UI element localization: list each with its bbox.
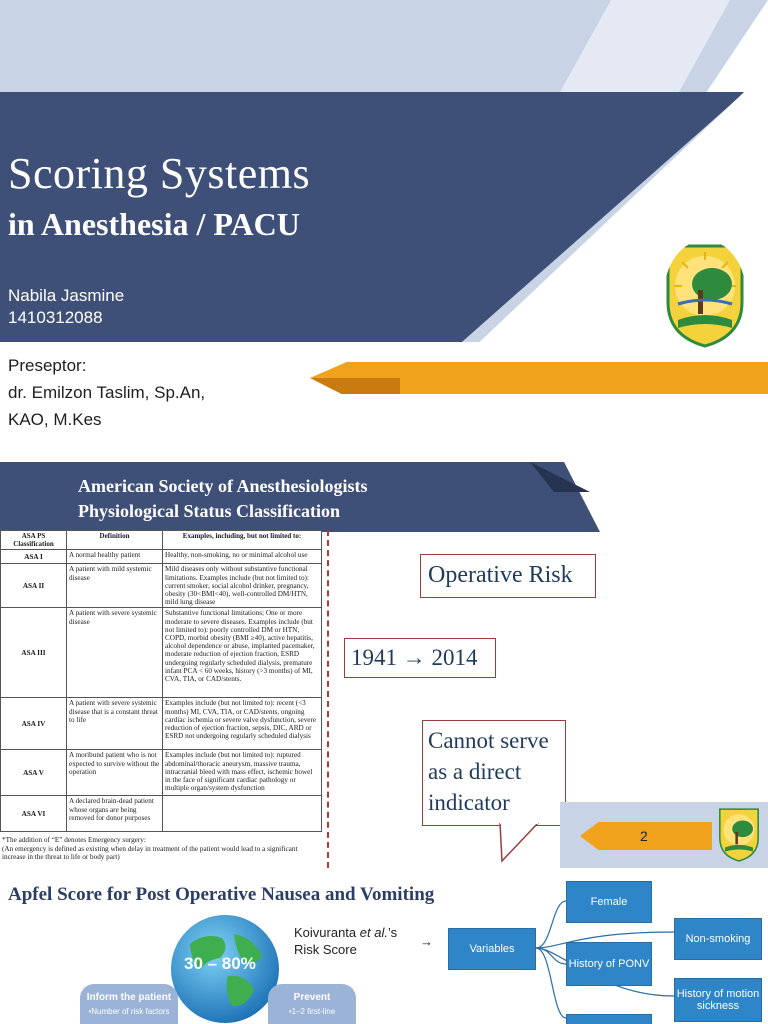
page-number: 2 <box>640 828 648 844</box>
preseptor-title: KAO, M.Kes <box>8 410 102 429</box>
title-slide <box>0 0 768 462</box>
diagram-connectors <box>0 868 768 1024</box>
callout-tail-icon <box>498 823 542 863</box>
asa-classification-table <box>0 530 322 832</box>
koivuranta-etal: et al. <box>359 925 388 940</box>
prevent-title: Prevent <box>293 992 331 1003</box>
slide-title: Scoring Systems <box>8 149 311 198</box>
asa-class-cell: ASA II <box>1 564 67 608</box>
examples-cell: Mild diseases only without substantive functional limitations. Examples include (but not limited to): current smoker, social alcohol drinker, pregnancy, obesity (30<BMI<40), well-controlled DM/HTN, mild lung disease <box>163 564 322 608</box>
examples-cell: Examples include (but not limited to): recent (<3 months) MI, CVA, TIA, or CAD/stents, ongoing cardiac ischemia or severe valve dysfunction, severe reduction of ejection fraction, sepsis, DIC, ARD or ESRD not undergoing regularly scheduled dialysis <box>163 698 322 750</box>
table-row <box>1 796 322 832</box>
apfel-slide-title: Apfel Score for Post Operative Nausea and Vomiting <box>8 884 435 905</box>
slide-subtitle: in Anesthesia / PACU <box>8 206 300 242</box>
university-logo-icon <box>664 240 746 348</box>
apfel-slide <box>0 868 768 1024</box>
table-row <box>1 750 322 796</box>
asa-slide-title <box>78 474 367 524</box>
preseptor-label: Preseptor: <box>8 356 87 375</box>
author-block <box>8 285 124 329</box>
risk-score-label: Risk Score <box>294 942 357 957</box>
definition-cell: A patient with severe systemic disease <box>67 608 163 698</box>
years-box: 1941 → 2014 <box>344 638 496 678</box>
indicator-callout: Cannot serve as a direct indicator <box>422 720 566 826</box>
asa-class-cell: ASA III <box>1 608 67 698</box>
column-header: ASA PS Classification <box>1 531 67 550</box>
inform-title: Inform the patient <box>86 992 172 1003</box>
asa-title-line2: Physiological Status Classification <box>78 501 341 521</box>
footnote-line: (An emergency is defined as existing when delay in treatment of the patient would lead to a significant increase in the threat to life or body part) <box>2 844 298 862</box>
inform-subtext: •Number of risk factors <box>88 1007 170 1016</box>
dashed-divider <box>327 530 329 868</box>
asa-slide <box>0 462 768 868</box>
prevent-subtext: •1–2 first-line <box>288 1007 336 1016</box>
author-name: Nabila Jasmine <box>8 286 125 305</box>
percentage-label: 30 – 80% <box>184 954 256 973</box>
table-header-row <box>1 531 322 550</box>
definition-cell: A normal healthy patient <box>67 550 163 564</box>
definition-cell: A patient with severe systemic disease that is a constant threat to life <box>67 698 163 750</box>
examples-cell <box>163 796 322 832</box>
examples-cell: Examples include (but not limited to): ruptured abdominal/thoracic aneurysm, massive trauma, intracranial bleed with mass effect, ischemic bowel in the face of significant cardiac pathology or multiple organ/system dysfunction <box>163 750 322 796</box>
university-logo-icon <box>716 806 762 862</box>
asa-class-cell: ASA IV <box>1 698 67 750</box>
author-id: 1410312088 <box>8 308 103 327</box>
definition-cell: A declared brain-dead patient whose organs are being removed for donor purposes <box>67 796 163 832</box>
female-node: Female <box>566 881 652 923</box>
koivuranta-name: Koivuranta <box>294 925 360 940</box>
asa-footnote <box>0 836 322 862</box>
asa-table-container <box>0 530 322 868</box>
examples-cell: Substantive functional limitations; One or more moderate to severe diseases. Examples include (but not limited to): poorly controlled DM or HTN, COPD, morbid obesity (BMI ≥40), active hepatitis, alcohol dependence or abuse, implanted pacemaker, moderate reduction of ejection fraction, ESRD undergoing regularly scheduled dialysis, premature infant PCA < 60 weeks, history (>3 months) of MI, CVA, TIA, or CAD/stents. <box>163 608 322 698</box>
examples-cell: Healthy, non-smoking, no or minimal alcohol use <box>163 550 322 564</box>
column-header: Definition <box>67 531 163 550</box>
table-row <box>1 698 322 750</box>
table-row <box>1 550 322 564</box>
definition-cell: A moribund patient who is not expected to survive without the operation <box>67 750 163 796</box>
history-ponv-node: History of PONV <box>566 942 652 986</box>
definition-cell: A patient with mild systemic disease <box>67 564 163 608</box>
column-header: Examples, including, but not limited to: <box>163 531 322 550</box>
operative-risk-box: Operative Risk <box>420 554 596 598</box>
arrow-right-icon: → <box>420 934 433 949</box>
preseptor-block <box>8 352 308 433</box>
preseptor-name: dr. Emilzon Taslim, Sp.An, <box>8 383 206 402</box>
non-smoking-node: Non-smoking <box>674 918 762 960</box>
asa-class-cell: ASA V <box>1 750 67 796</box>
table-row <box>1 608 322 698</box>
asa-title-line1: American Society of Anesthesiologists <box>78 476 368 496</box>
table-row <box>1 564 322 608</box>
variables-node: Variables <box>448 928 536 970</box>
partial-node <box>566 1014 652 1024</box>
motion-sickness-node: History of motion sickness <box>674 978 762 1022</box>
footnote-line: *The addition of “E” denotes Emergency surgery: <box>2 836 146 845</box>
koivuranta-suffix: ’s <box>387 925 398 940</box>
asa-class-cell: ASA VI <box>1 796 67 832</box>
asa-class-cell: ASA I <box>1 550 67 564</box>
